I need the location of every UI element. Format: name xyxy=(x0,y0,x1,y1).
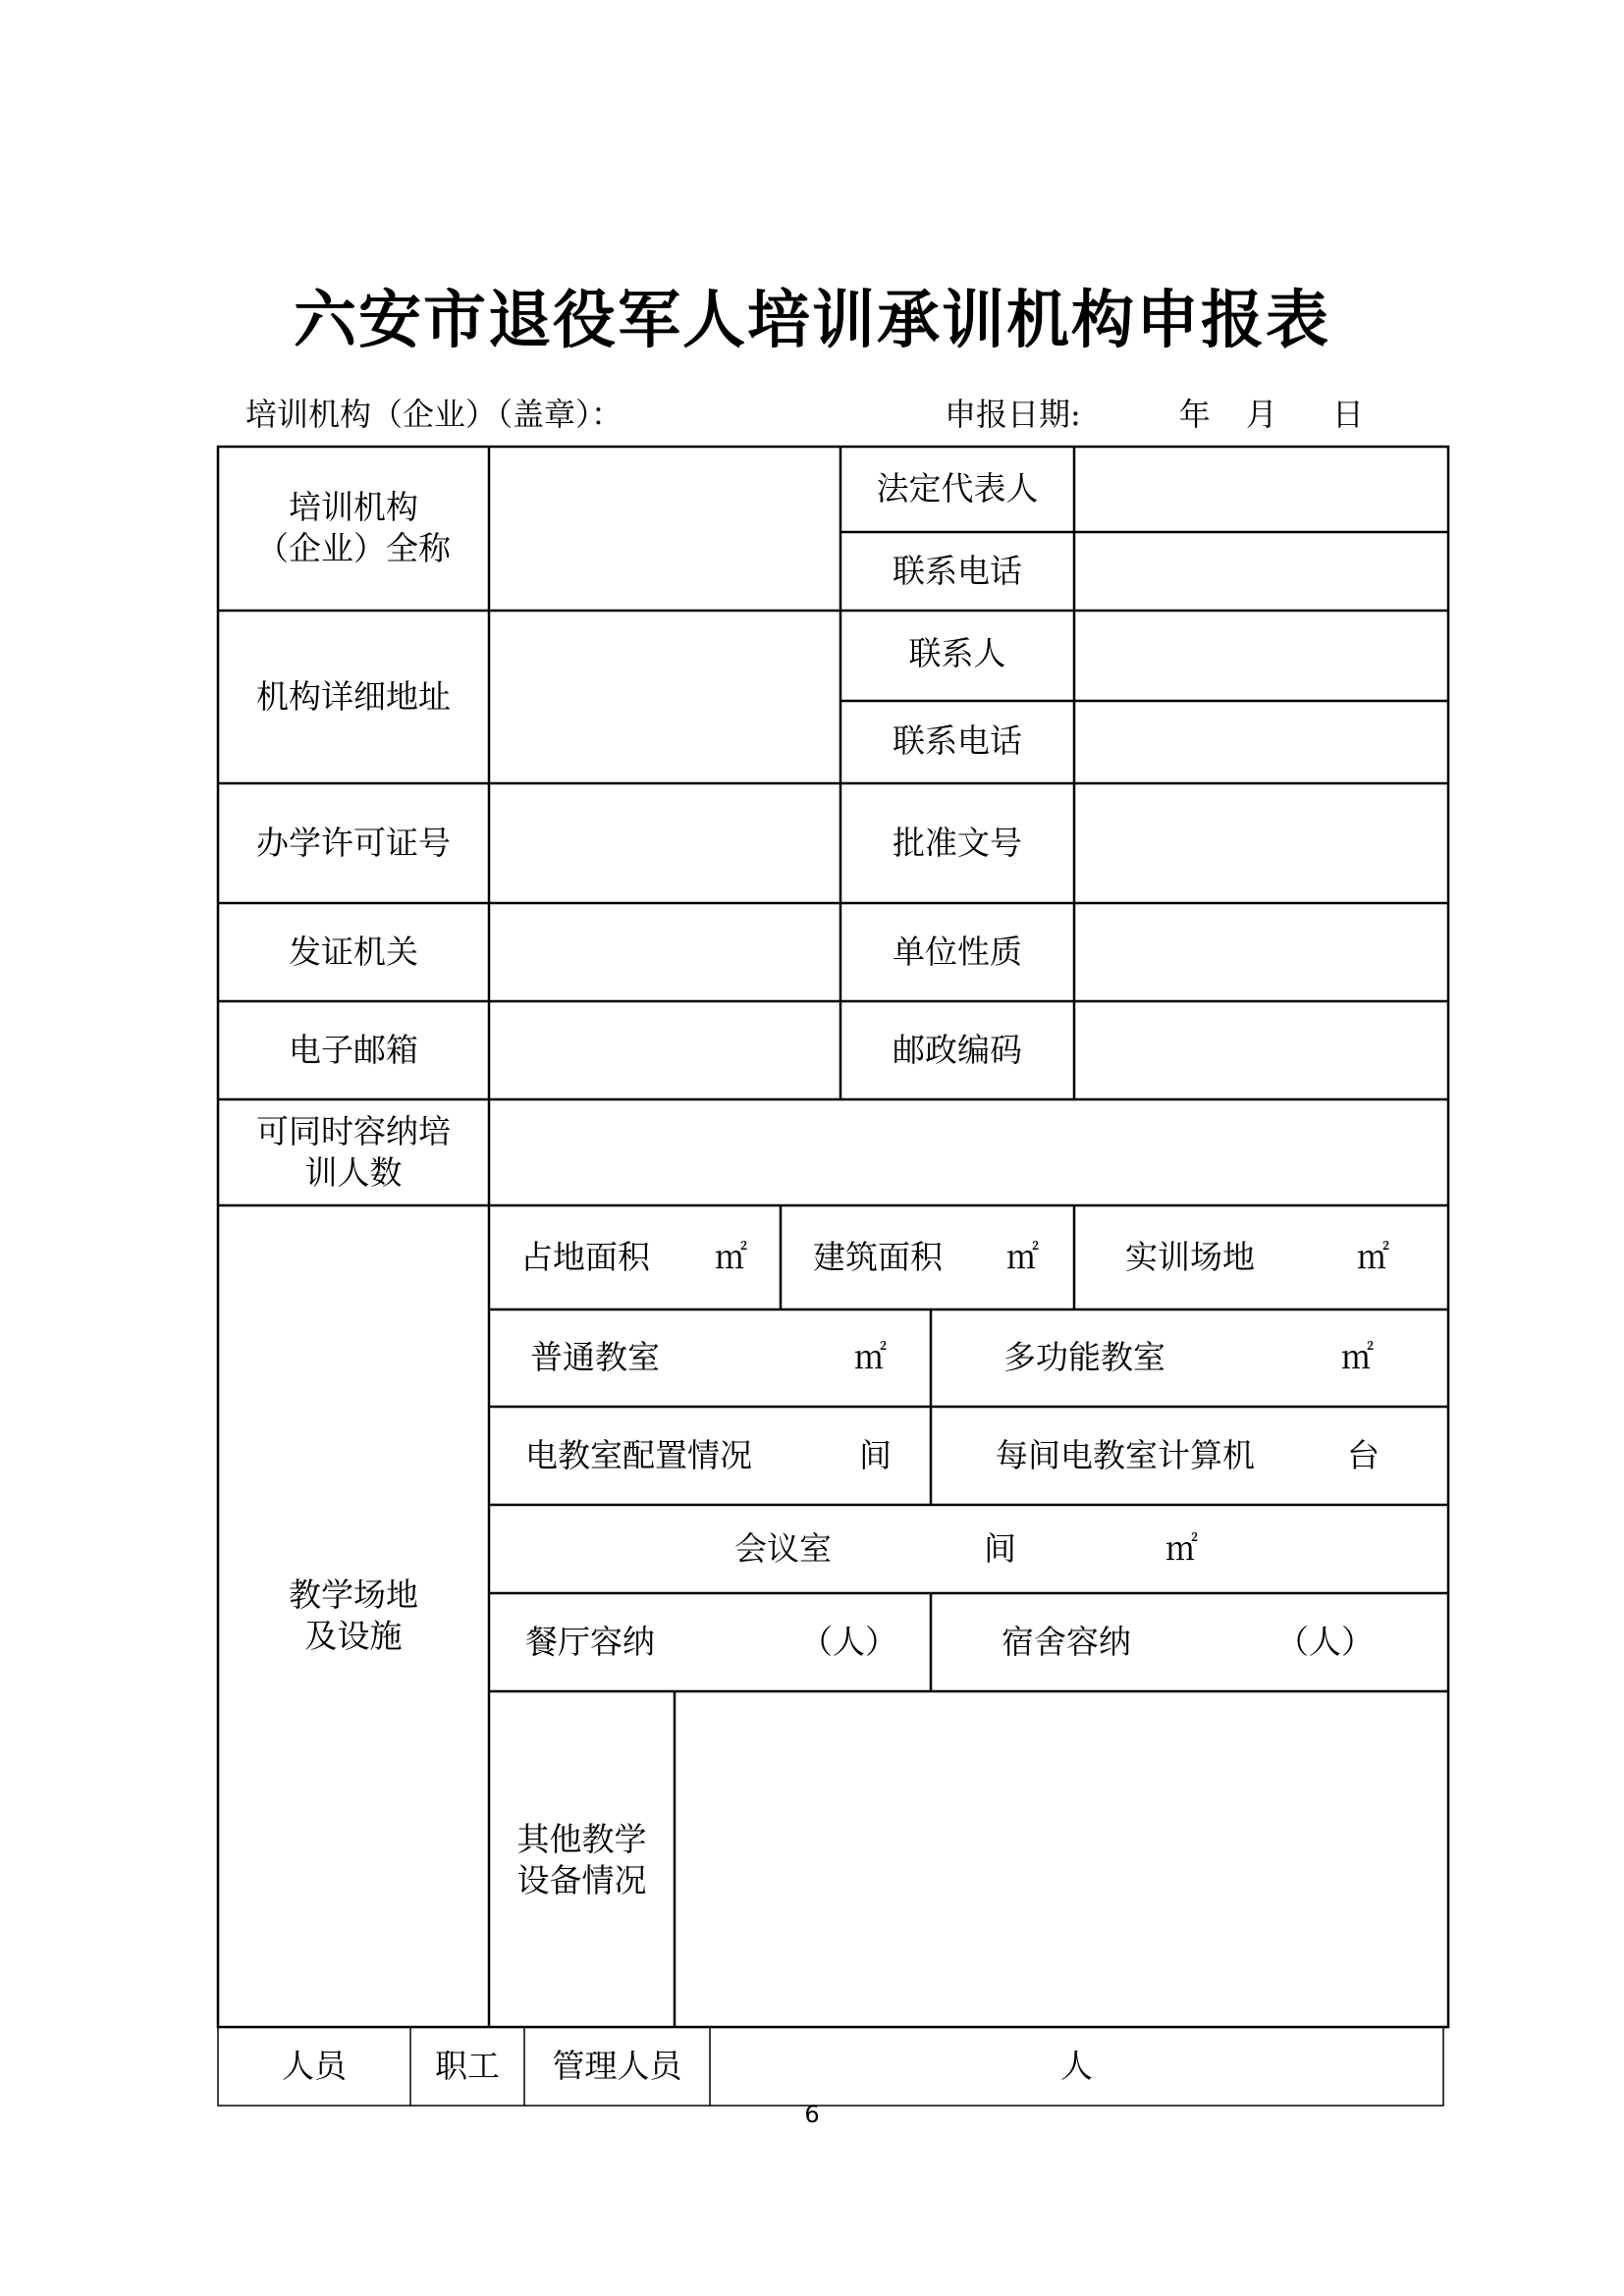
meeting-room-label: 会议室 xyxy=(734,1529,832,1568)
facilities-label xyxy=(218,1575,489,1657)
capacity-line2: 训人数 xyxy=(304,1153,403,1192)
meeting-room-area-unit: ㎡ xyxy=(1165,1529,1198,1568)
postcode-label: 邮政编码 xyxy=(893,1031,1022,1069)
build-area-unit: ㎡ xyxy=(1006,1238,1039,1276)
phone-label: 联系电话 xyxy=(893,552,1022,590)
capacity-line1: 可同时容纳培 xyxy=(256,1112,451,1150)
org-stamp-label: 培训机构（企业）（盖章）： xyxy=(245,396,623,433)
e-classroom-unit: 间 xyxy=(859,1436,892,1474)
org-name-label xyxy=(218,487,489,569)
other-equipment-label xyxy=(489,1819,675,1901)
page-title: 六安市退役军人培训承训机构申报表 xyxy=(294,285,1330,357)
contact-label: 联系人 xyxy=(908,634,1006,672)
facilities-line2: 及设施 xyxy=(304,1617,403,1655)
multi-classroom-label: 多功能教室 xyxy=(1003,1338,1165,1376)
canteen-label: 餐厅容纳 xyxy=(525,1623,655,1661)
org-name-line1: 培训机构 xyxy=(289,488,418,526)
page-number: 6 xyxy=(804,2101,820,2128)
training-site-unit: ㎡ xyxy=(1357,1238,1389,1276)
date-label: 申报日期: xyxy=(945,396,1081,433)
phone2-label: 联系电话 xyxy=(893,721,1022,760)
dorm-unit: （人） xyxy=(1276,1623,1374,1661)
classroom-label: 普通教室 xyxy=(530,1338,660,1376)
multi-classroom-unit: ㎡ xyxy=(1341,1338,1374,1376)
build-area-label: 建筑面积 xyxy=(813,1238,943,1276)
other-equipment-line1: 其他教学 xyxy=(516,1820,647,1858)
email-label: 电子邮箱 xyxy=(289,1031,418,1069)
managers-label: 管理人员 xyxy=(552,2047,682,2085)
computers-unit: 台 xyxy=(1347,1436,1380,1474)
year-label: 年 xyxy=(1178,396,1211,433)
workers-label: 职工 xyxy=(435,2047,500,2085)
license-no-label: 办学许可证号 xyxy=(256,824,451,862)
org-name-line2: （企业）全称 xyxy=(256,529,451,567)
facilities-line1: 教学场地 xyxy=(289,1575,418,1614)
day-label: 日 xyxy=(1331,396,1364,433)
other-equipment-line2: 设备情况 xyxy=(516,1861,647,1899)
land-area-label: 占地面积 xyxy=(520,1238,650,1276)
issuer-label: 发证机关 xyxy=(289,933,418,971)
e-classroom-label: 电教室配置情况 xyxy=(525,1436,752,1474)
dorm-label: 宿舍容纳 xyxy=(1001,1623,1131,1661)
staff-label: 人员 xyxy=(282,2047,347,2085)
computers-label: 每间电教室计算机 xyxy=(996,1436,1255,1474)
capacity-label xyxy=(218,1111,489,1194)
month-label: 月 xyxy=(1245,396,1277,433)
meeting-room-count-unit: 间 xyxy=(984,1529,1016,1568)
canteen-unit: （人） xyxy=(800,1623,897,1661)
approval-no-label: 批准文号 xyxy=(893,824,1022,862)
classroom-unit: ㎡ xyxy=(854,1338,887,1376)
training-site-label: 实训场地 xyxy=(1125,1238,1255,1276)
managers-count-unit: 人 xyxy=(1060,2047,1093,2085)
unit-nature-label: 单位性质 xyxy=(893,933,1022,971)
land-area-unit: ㎡ xyxy=(715,1238,747,1276)
legal-rep-label: 法定代表人 xyxy=(876,469,1039,507)
address-label: 机构详细地址 xyxy=(256,677,451,716)
